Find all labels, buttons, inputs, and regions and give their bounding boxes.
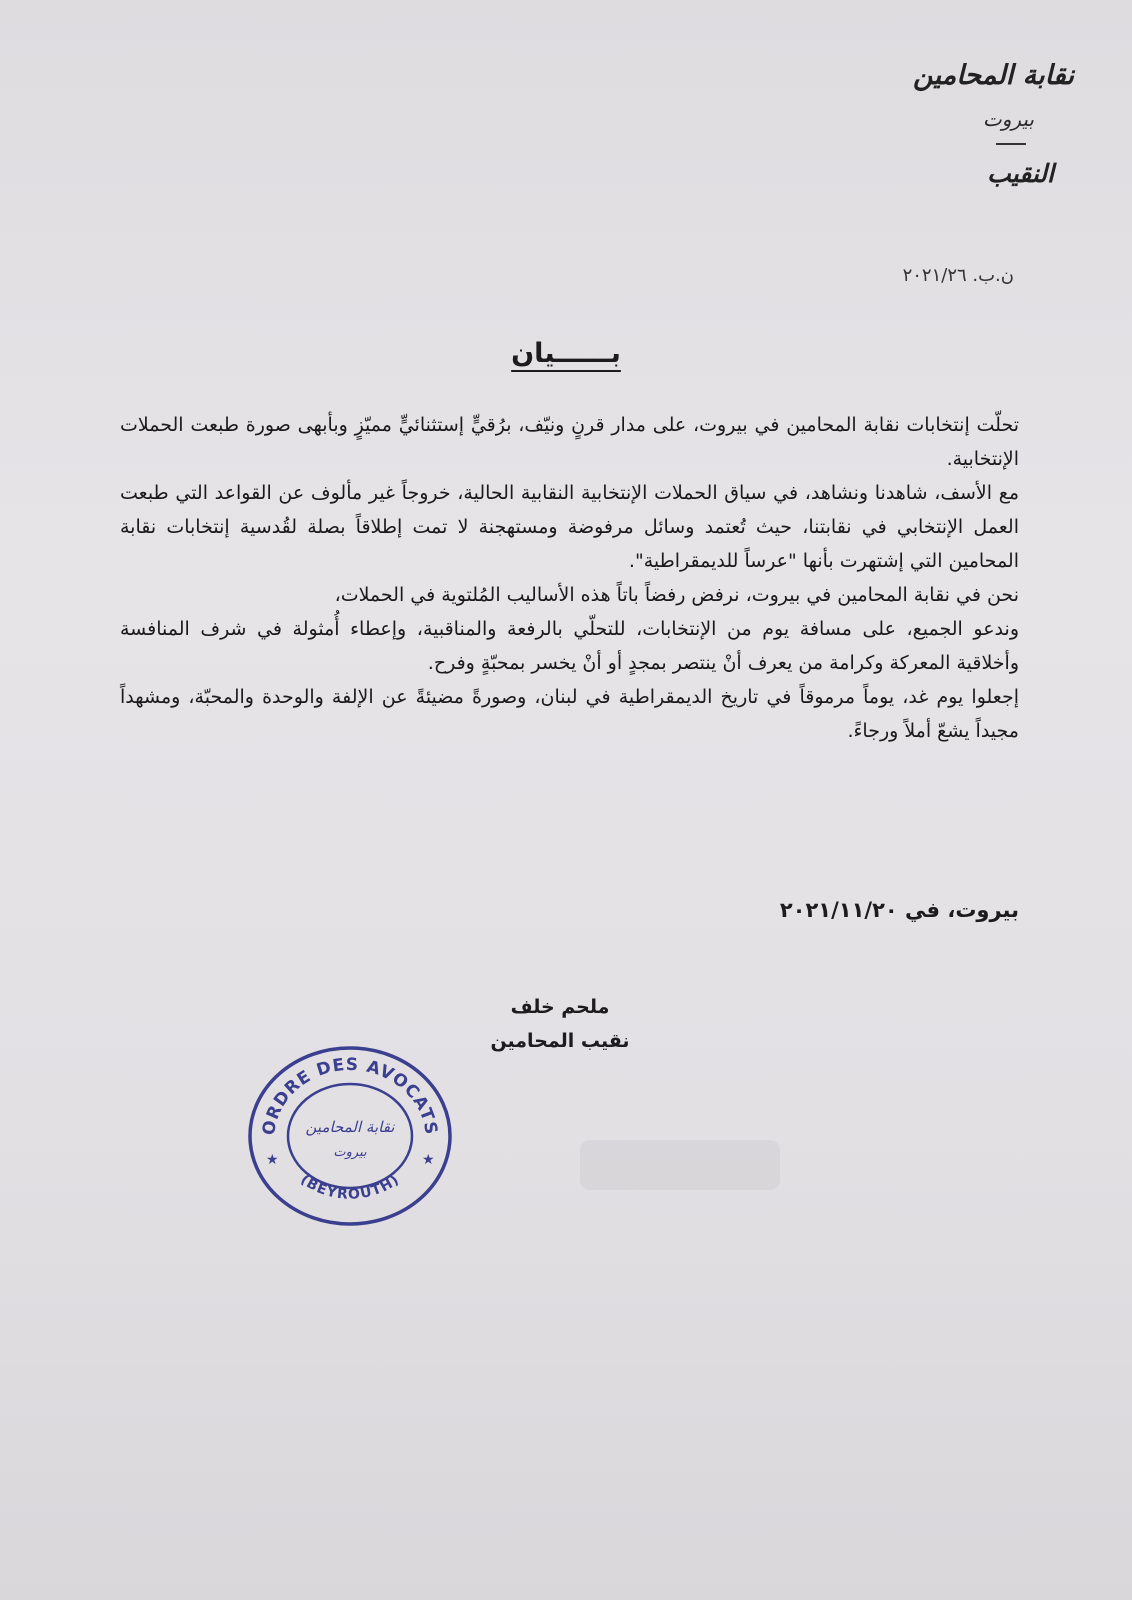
- stamp-bottom-text: (BEYROUTH): [297, 1171, 403, 1203]
- letterhead: [854, 60, 1074, 188]
- show-through-watermark: [570, 1120, 790, 1210]
- letterhead-divider: [996, 143, 1026, 145]
- paragraph-1: تحلّت إنتخابات نقابة المحامين في بيروت، على مدار قرنٍ ونيّف، برُقيٍّ إستثنائيٍّ مميّزٍ وبأبهى صورة طبعت الحملات الإنتخابية.: [120, 414, 1019, 470]
- stamp-star-right-icon: ★: [422, 1152, 435, 1168]
- heading-text: بــــــيان: [511, 338, 621, 369]
- paragraph-3: نحن في نقابة المحامين في بيروت، نرفض رفضاً باتاً هذه الأساليب المُلتوية في الحملات،: [334, 584, 1019, 606]
- paragraph-2: مع الأسف، شاهدنا ونشاهد، في سياق الحملات الإنتخابية النقابية الحالية، خروجاً غير مألوف عن القواعد التي طبعت العمل الإنتخابي في نقابتنا، حيث تُعتمد وسائل مرفوضة ومستهجنة لا تمت إطلاقاً بصلة لقُدسية إنتخابات نقابة المحامين التي إشتهرت بأنها "عرساً للديمقراطية".: [120, 482, 1019, 572]
- letterhead-organization: نقابة المحامين: [913, 60, 1074, 91]
- letterhead-title: النقيب: [987, 159, 1054, 188]
- statement-body: [120, 408, 1019, 748]
- stamp-star-left-icon: ★: [266, 1152, 279, 1168]
- stamp-center-line2: بيروت: [333, 1145, 367, 1160]
- signatory-name: ملحم خلف: [510, 996, 610, 1018]
- bar-association-stamp: [244, 1040, 456, 1228]
- document-heading: [0, 338, 1132, 369]
- reference-number: ن.ب. ٢٠٢١/٢٦: [902, 265, 1014, 286]
- paragraph-5: إجعلوا يوم غد، يوماً مرموقاً في تاريخ الديمقراطية في لبنان، وصورةً مضيئةً عن الإلفة والوحدة والمحبّة، ومشهداً مجيداً يشعّ أملاً ورجاءً.: [120, 686, 1019, 742]
- svg-text:(BEYROUTH): [297, 1172, 402, 1203]
- stamp-top-text: ORDRE DES AVOCATS: [258, 1054, 441, 1137]
- signatory-block: [430, 990, 690, 1058]
- stamp-center-line1: نقابة المحامين: [305, 1118, 395, 1136]
- paragraph-4: وندعو الجميع، على مسافة يوم من الإنتخابات، للتحلّي بالرفعة والمناقبية، وإعطاء أُمثولة في شرف المنافسة وأخلاقية المعركة وكرامة من يعرف أنْ ينتصر بمجدٍ أو أنْ يخسر بمحبّةٍ وفرح.: [120, 618, 1019, 674]
- place-and-date: بيروت، في ٢٠٢١/١١/٢٠: [779, 898, 1019, 922]
- signatory-title: نقيب المحامين: [490, 1030, 630, 1052]
- letterhead-city: بيروت: [982, 107, 1034, 131]
